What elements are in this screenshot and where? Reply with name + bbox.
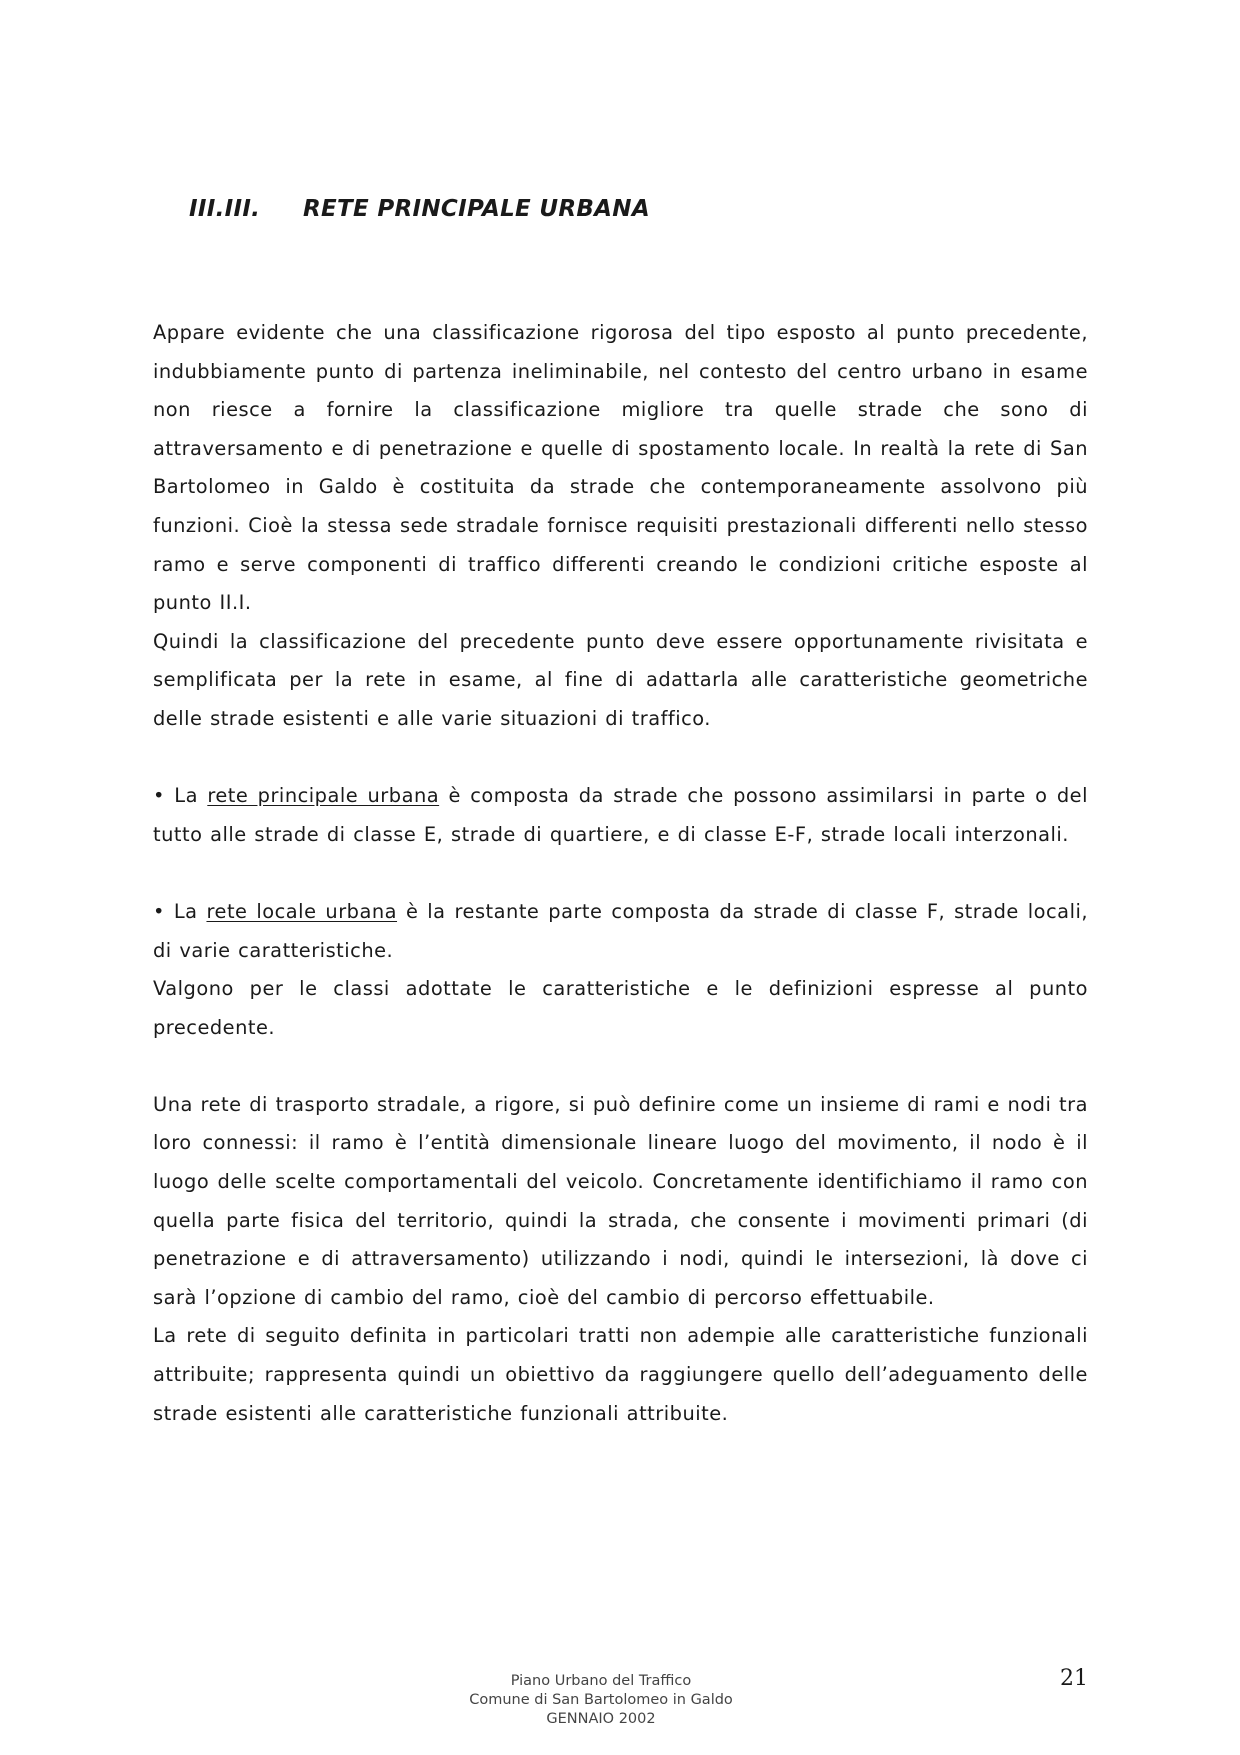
page-number: 21 — [1060, 1666, 1088, 1691]
bullet-icon: • — [153, 899, 165, 923]
paragraph-spacer — [153, 854, 1088, 893]
underlined-term: rete principale urbana — [207, 784, 440, 808]
paragraph: La rete di seguito definita in particolari tratti non adempie alle caratteristiche funzionali attribuite; rappresenta quindi un obiettivo da raggiungere quello dell’adeguamento delle strade esistenti alle caratteristiche funzionali attribuite. — [153, 1324, 1088, 1425]
paragraph-spacer — [153, 739, 1088, 778]
paragraph: Quindi la classificazione del precedente punto deve essere opportunamente rivisitata e semplificata per la rete in esame, al fine di adattarla alle caratteristiche geometriche delle strade esistenti e alle varie situazioni di traffico. — [153, 629, 1088, 730]
paragraph: Appare evidente che una classificazione rigorosa del tipo esposto al punto precedente, indubbiamente punto di partenza ineliminabile, nel contesto del centro urbano in esame non riesce a fornire la classificazione migliore tra quelle strade che sono di attraversamento e di penetrazione e quelle di spostamento locale. In realtà la rete di San Bartolomeo in Galdo è costituita da strade che contemporaneamente assolvono più funzioni. Cioè la stessa sede stradale fornisce requisiti prestazionali differenti nello stesso ramo e serve componenti di traffico differenti creando le condizioni critiche esposte al punto II.I. — [153, 321, 1088, 615]
paragraph: Valgono per le classi adottate le caratteristiche e le definizioni espresse al punto precedente. — [153, 977, 1088, 1039]
section-heading — [189, 196, 650, 222]
bullet-icon: • — [153, 784, 165, 808]
bullet-item — [153, 893, 1088, 970]
section-number: III.III. — [189, 196, 261, 222]
footer-line: GENNAIO 2002 — [546, 1711, 656, 1727]
paragraph: Una rete di trasporto stradale, a rigore, si può definire come un insieme di rami e nodi tra loro connessi: il ramo è l’entità dimensionale lineare luogo del movimento, il nodo è il luogo delle scelte comportamentali del veicolo. Concretamente identifichiamo il ramo con quella parte fisica del territorio, quindi la strada, che consente i movimenti primari (di penetrazione e di attraversamento) utilizzando i nodi, quindi le intersezioni, là dove ci sarà l’opzione di cambio del ramo, cioè del cambio di percorso effettuabile. — [153, 1092, 1088, 1309]
footer-line: Comune di San Bartolomeo in Galdo — [469, 1692, 733, 1708]
section-title: RETE PRINCIPALE URBANA — [303, 196, 650, 222]
paragraph-spacer — [153, 1047, 1088, 1086]
underlined-term: rete locale urbana — [206, 899, 398, 923]
page-footer — [0, 1672, 1202, 1729]
body-text — [153, 314, 1088, 1433]
bullet-item — [153, 777, 1088, 854]
bullet-prefix: La — [173, 899, 198, 923]
bullet-text: è la restante parte composta da strade di classe F, strade locali, di varie caratteristiche. — [153, 899, 1089, 962]
bullet-text: è composta da strade che possono assimilarsi in parte o del tutto alle strade di classe E, strade di quartiere, e di classe E-F, strade locali interzonali. — [153, 784, 1088, 846]
bullet-prefix: La — [174, 784, 198, 808]
footer-line: Piano Urbano del Traffico — [510, 1673, 692, 1689]
